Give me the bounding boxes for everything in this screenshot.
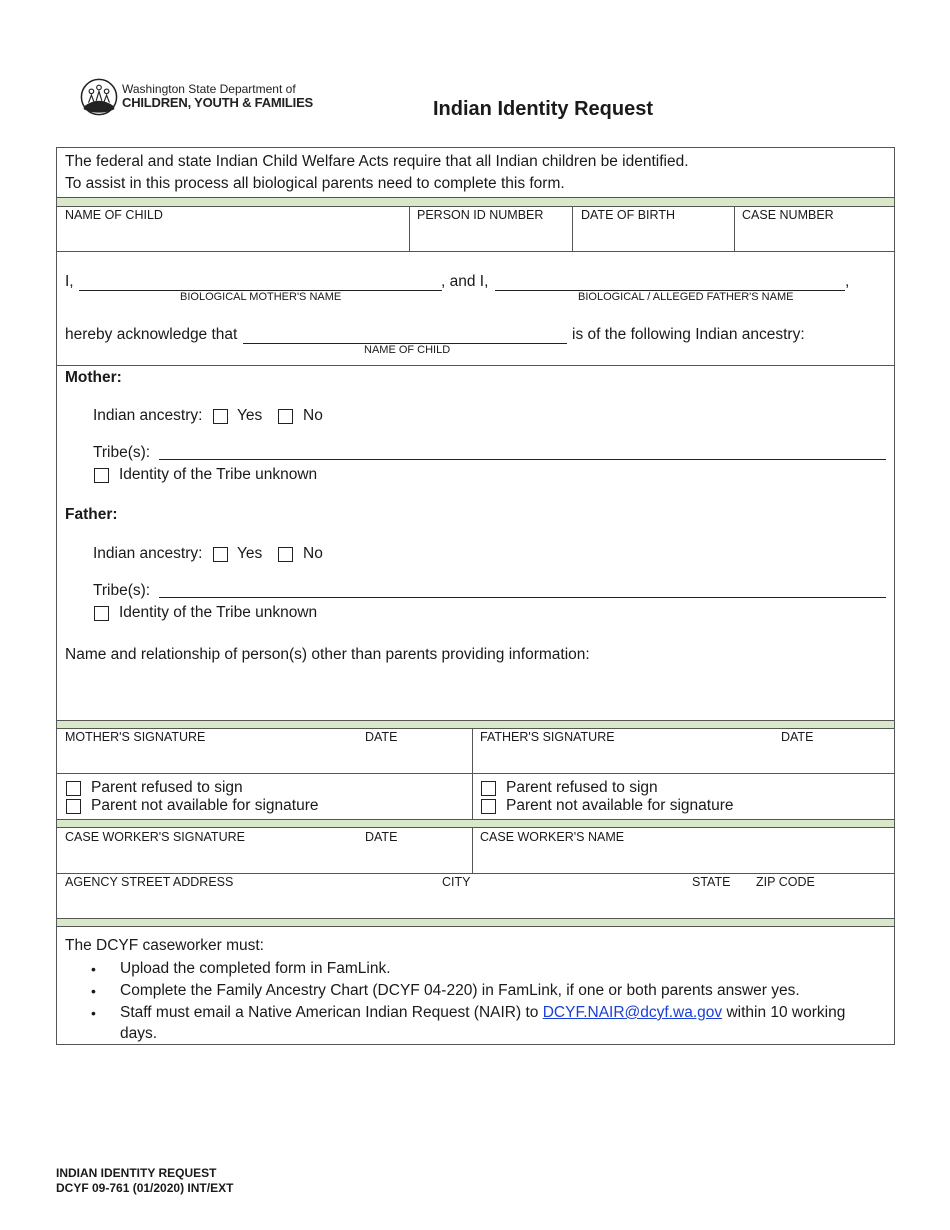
instructions-heading: The DCYF caseworker must: (65, 937, 264, 954)
comma: , (845, 273, 850, 290)
and-i-text: , and I, (441, 273, 489, 290)
father-ancestry-label: Indian ancestry: (93, 545, 203, 562)
father-tribes-field[interactable] (159, 597, 886, 598)
cell-divider (572, 207, 573, 251)
child-name-caption: NAME OF CHILD (364, 344, 451, 356)
cell-divider (472, 828, 473, 873)
instruction-item-2: Complete the Family Ancestry Chart (DCYF 04-220) in FamLink, if one or both parents answer yes. (120, 982, 800, 999)
ancestry-suffix: is of the following Indian ancestry: (572, 326, 805, 343)
cell-divider (734, 207, 735, 251)
bullet-icon: • (91, 983, 96, 999)
father-yes-checkbox[interactable] (213, 547, 228, 562)
father-yes-label: Yes (237, 545, 263, 562)
mother-yes-checkbox[interactable] (213, 409, 228, 424)
father-date-label: DATE (781, 730, 814, 744)
father-no-checkbox[interactable] (278, 547, 293, 562)
dob-label: DATE OF BIRTH (581, 208, 675, 222)
father-refused-label: Parent refused to sign (506, 779, 658, 796)
zip-code-label: ZIP CODE (756, 875, 815, 889)
city-label: CITY (442, 875, 471, 889)
father-refused-checkbox[interactable] (481, 781, 496, 796)
row-divider (57, 873, 894, 874)
mother-tribe-unknown-label: Identity of the Tribe unknown (119, 466, 318, 483)
caseworker-signature-label: CASE WORKER'S SIGNATURE (65, 830, 245, 844)
father-no-label: No (303, 545, 323, 562)
caseworker-name-label: CASE WORKER'S NAME (480, 830, 625, 844)
father-not-available-label: Parent not available for signature (506, 797, 734, 814)
father-not-available-checkbox[interactable] (481, 799, 496, 814)
page-title: Indian Identity Request (433, 98, 654, 120)
dcyf-logo-icon (80, 78, 118, 116)
caseworker-date-label: DATE (365, 830, 398, 844)
org-line-1: Washington State Department of (122, 82, 296, 97)
section-divider (57, 720, 894, 729)
instruction-item-3-wrap: days. (120, 1025, 158, 1042)
i-prefix: I, (65, 273, 74, 290)
section-divider (57, 197, 894, 207)
mother-date-label: DATE (365, 730, 398, 744)
mother-yes-label: Yes (237, 407, 263, 424)
instruction-item-1: Upload the completed form in FamLink. (120, 960, 391, 977)
person-id-label: PERSON ID NUMBER (417, 208, 544, 222)
section-divider (57, 819, 894, 828)
bullet-icon: • (91, 1005, 96, 1021)
bullet-icon: • (91, 961, 96, 977)
instruction-item-3-text: Staff must email a Native American Indian Request (NAIR) to (120, 1004, 539, 1021)
child-name-label: NAME OF CHILD (65, 208, 163, 222)
father-tribe-unknown-label: Identity of the Tribe unknown (119, 604, 318, 621)
row-divider (57, 365, 894, 366)
mother-tribes-field[interactable] (159, 459, 886, 460)
street-address-label: AGENCY STREET ADDRESS (65, 875, 234, 889)
mother-name-caption: BIOLOGICAL MOTHER'S NAME (180, 291, 342, 303)
mother-not-available-checkbox[interactable] (66, 799, 81, 814)
others-providing-label: Name and relationship of person(s) other than parents providing information: (65, 646, 590, 663)
state-label: STATE (692, 875, 731, 889)
intro-line-1: The federal and state Indian Child Welfare Acts require that all Indian children be identified. (65, 153, 689, 170)
case-number-label: CASE NUMBER (742, 208, 834, 222)
mother-refused-checkbox[interactable] (66, 781, 81, 796)
instruction-item-3 (120, 1004, 845, 1022)
nair-email-link[interactable]: DCYF.NAIR@dcyf.wa.gov (542, 1004, 723, 1021)
cell-divider (472, 729, 473, 819)
father-signature-label: FATHER'S SIGNATURE (480, 730, 615, 744)
section-divider (57, 918, 894, 927)
footer-form-title: INDIAN IDENTITY REQUEST (56, 1166, 217, 1180)
father-tribe-unknown-checkbox[interactable] (94, 606, 109, 621)
mother-refused-label: Parent refused to sign (91, 779, 243, 796)
dcyf-logo (80, 78, 313, 116)
org-line-2: CHILDREN, YOUTH & FAMILIES (122, 95, 314, 111)
mother-heading: Mother: (65, 369, 122, 386)
form-footer (56, 1166, 233, 1196)
hereby-text: hereby acknowledge that (65, 326, 238, 343)
father-name-caption: BIOLOGICAL / ALLEGED FATHER'S NAME (578, 291, 794, 303)
indian-identity-form (56, 147, 895, 1045)
row-divider (57, 251, 894, 252)
father-tribes-label: Tribe(s): (93, 582, 151, 599)
mother-no-checkbox[interactable] (278, 409, 293, 424)
mother-no-label: No (303, 407, 323, 424)
cell-divider (409, 207, 410, 251)
mother-tribes-label: Tribe(s): (93, 444, 151, 461)
mother-signature-label: MOTHER'S SIGNATURE (65, 730, 206, 744)
footer-form-number: DCYF 09-761 (01/2020) INT/EXT (56, 1181, 234, 1195)
mother-tribe-unknown-checkbox[interactable] (94, 468, 109, 483)
mother-not-available-label: Parent not available for signature (91, 797, 319, 814)
instruction-item-3-suffix: within 10 working (726, 1004, 846, 1021)
mother-ancestry-label: Indian ancestry: (93, 407, 203, 424)
father-heading: Father: (65, 506, 118, 523)
row-divider (57, 773, 894, 774)
intro-line-2: To assist in this process all biological parents need to complete this form. (65, 175, 565, 192)
